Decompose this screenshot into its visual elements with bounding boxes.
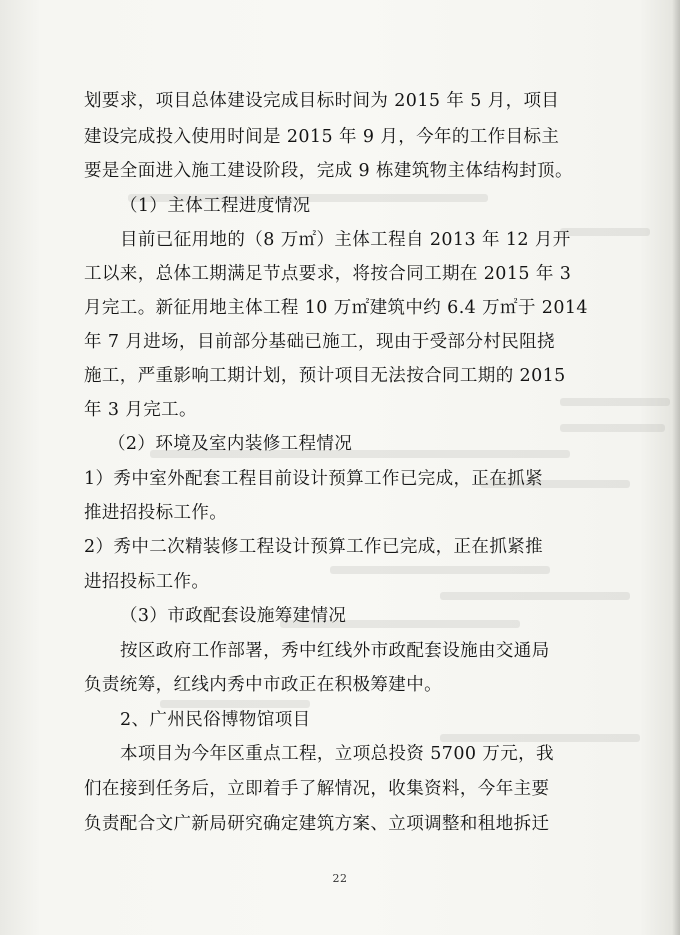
text-line: 推进招投标工作。 <box>84 503 228 523</box>
page-edge-shadow <box>672 0 680 935</box>
text-line: 月完工。新征用地主体工程 10 万㎡建筑中约 6.4 万㎡于 2014 <box>84 298 588 318</box>
text-line: 本项目为今年区重点工程，立项总投资 5700 万元，我 <box>120 744 554 764</box>
show-through-mark <box>440 734 640 742</box>
text-line: 建设完成投入使用时间是 2015 年 9 月，今年的工作目标主 <box>84 127 560 147</box>
text-line: 1）秀中室外配套工程目前设计预算工作已完成，正在抓紧 <box>84 469 544 489</box>
text-line: 目前已征用地的（8 万㎡）主体工程自 2013 年 12 月开 <box>120 230 571 250</box>
section-heading: （3）市政配套设施筹建情况 <box>120 606 347 626</box>
section-heading: 2、广州民俗博物馆项目 <box>120 710 311 730</box>
text-line: 年 7 月进场，目前部分基础已施工，现由于受部分村民阻挠 <box>84 332 555 352</box>
show-through-mark <box>160 700 310 708</box>
text-line: 要是全面进入施工建设阶段，完成 9 栋建筑物主体结构封顶。 <box>84 161 573 181</box>
text-line: 们在接到任务后，立即着手了解情况，收集资料，今年主要 <box>84 779 550 799</box>
text-line: 划要求，项目总体建设完成目标时间为 2015 年 5 月，项目 <box>84 91 560 111</box>
show-through-mark <box>560 424 665 432</box>
text-line: 负责配合文广新局研究确定建筑方案、立项调整和租地拆迁 <box>84 814 550 834</box>
section-heading: （2）环境及室内装修工程情况 <box>108 434 353 454</box>
text-line: 施工，严重影响工期计划，预计项目无法按合同工期的 2015 <box>84 366 566 386</box>
text-line: 年 3 月完工。 <box>84 400 197 420</box>
text-line: 按区政府工作部署，秀中红线外市政配套设施由交通局 <box>120 641 550 661</box>
text-line: 进招投标工作。 <box>84 572 210 592</box>
text-line: 2）秀中二次精装修工程设计预算工作已完成，正在抓紧推 <box>84 537 544 557</box>
section-heading: （1）主体工程进度情况 <box>120 196 311 216</box>
text-line: 负责统筹，红线内秀中市政正在积极筹建中。 <box>84 675 442 695</box>
text-line: 工以来，总体工期满足节点要求，将按合同工期在 2015 年 3 <box>84 264 572 284</box>
page-number: 22 <box>332 872 348 885</box>
